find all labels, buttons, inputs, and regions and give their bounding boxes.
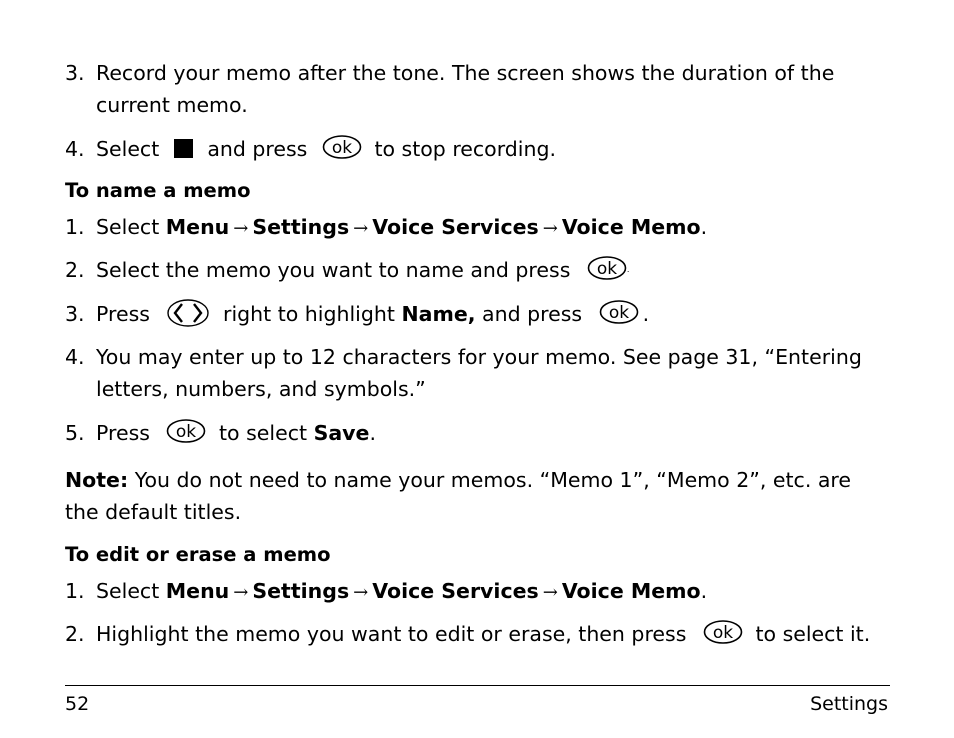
note-text: the default titles. [65,500,242,524]
option-name: Name, [401,302,476,326]
step-text: and press [482,302,583,326]
step-number: 1. [65,579,85,603]
arrow: → [353,218,369,239]
footer-divider [65,685,890,686]
stop-square-icon [174,139,193,158]
step-number: 2. [65,622,85,646]
step-text: Select [96,579,160,603]
arrow: → [542,218,558,239]
menu-path-item: Voice Services [372,579,539,603]
ok-key-icon [587,255,627,281]
ok-key-icon [322,134,362,160]
menu-path-item: Settings [252,579,350,603]
arrow: → [542,582,558,603]
menu-path-item: Voice Services [372,215,539,239]
arrow: → [233,218,249,239]
arrow: → [353,582,369,603]
ok-key-icon [166,418,206,444]
step-number: 5. [65,421,85,445]
step-text: Highlight the memo you want to edit or erase, then press [96,622,687,646]
step-text: and press [207,137,308,161]
section-heading: To name a memo [65,179,251,202]
note-text: You do not need to name your memos. “Memo 1”, “Memo 2”, etc. are [134,468,852,492]
note-label: Note: [65,468,129,492]
menu-path-item: Voice Memo [561,579,701,603]
ok-key-icon [703,619,743,645]
menu-path-item: Menu [165,215,230,239]
page-number: 52 [65,693,90,715]
step-number: 1. [65,215,85,239]
ok-key-icon [599,299,639,325]
nav-key-icon [166,298,210,328]
step-text: to select [219,421,308,445]
menu-path-item: Voice Memo [561,215,701,239]
note-cont [65,496,241,528]
step-number: 4. [65,137,85,161]
step-text: Select [96,215,160,239]
step-text: Record your memo after the tone. The screen shows the duration of the [96,61,835,85]
note [65,464,851,496]
step-text: to select it. [755,622,871,646]
step-text: current memo. [96,93,248,117]
step-text: right to highlight [223,302,395,326]
section-name: Settings [810,693,888,715]
arrow: → [233,582,249,603]
step-text: You may enter up to 12 characters for your memo. See page 31, “Entering [96,345,862,369]
step-text: to stop recording. [374,137,557,161]
step-text: Select [96,137,160,161]
step-number: 3. [65,302,85,326]
section-heading: To edit or erase a memo [65,543,331,566]
step-text: letters, numbers, and symbols.” [96,377,426,401]
menu-path-item: Menu [165,579,230,603]
menu-path-item: Settings [252,215,350,239]
step-number: 2. [65,258,85,282]
step-number: 4. [65,345,85,369]
step-text: Select the memo you want to name and press [96,258,571,282]
step-text: Press [96,421,150,445]
step-text: Press [96,302,150,326]
option-name: Save [313,421,370,445]
step-number: 3. [65,61,85,85]
